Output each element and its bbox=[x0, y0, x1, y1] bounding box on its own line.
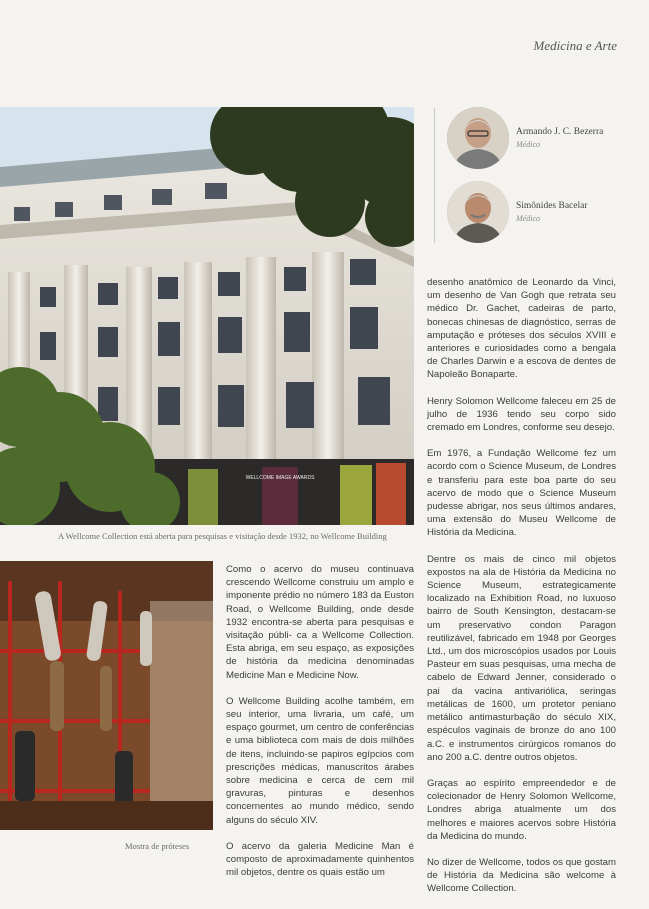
author-role: Médico bbox=[516, 214, 540, 223]
prosthesis-exhibit-photo bbox=[0, 561, 213, 830]
paragraph: No dizer de Wellcome, todos os que gostam de História da Medicina são welcome à Wellcome Collection. bbox=[427, 856, 616, 895]
paragraph: Em 1976, a Fundação Wellcome fez um acordo com o Science Museum, de Londres e transferiu para este boa parte do seu acervo de modo que o Science Museum pudesse abrigar, nos seus últimos andares, uma extensão do Museu Wellcome de História da Medicina. bbox=[427, 448, 616, 539]
prosthesis-caption: Mostra de próteses bbox=[125, 841, 190, 851]
author-card bbox=[447, 107, 627, 173]
middle-text-column bbox=[226, 563, 414, 892]
author-photo bbox=[447, 107, 509, 169]
author-card bbox=[447, 181, 627, 247]
paragraph: desenho anatômico de Leonardo da Vinci, um desenho de Van Gogh que retrata seu médico Dr. Gachet, cadeiras de parto, bonecas chinesas de diagnóstico, serras de amputação e próteses dos séculos XVIII e anteriores e curiosidades como a bengala de Charles Darwin e a escova de dentes de Napoleão Bonaparte. bbox=[427, 277, 616, 381]
paragraph: Graças ao espírito empreendedor e de colecionador de Henry Solomon Wellcome, Londres abriga atualmente um dos melhores e maiores acervos sobre História da Medicina do mundo. bbox=[427, 777, 616, 842]
wellcome-building-photo bbox=[0, 107, 414, 525]
author-name: Armando J. C. Bezerra bbox=[516, 127, 604, 137]
section-title: Medicina e Arte bbox=[533, 38, 617, 53]
paragraph: Henry Solomon Wellcome faleceu em 25 de julho de 1936 tendo seu corpo sido cremado em Londres, conforme seu desejo. bbox=[427, 395, 616, 434]
right-text-column bbox=[427, 276, 616, 909]
hero-caption: A Wellcome Collection está aberta para pesquisas e visitação desde 1932, no Wellcome Building bbox=[58, 531, 387, 541]
building-illustration bbox=[0, 107, 414, 525]
author-name: Simônides Bacelar bbox=[516, 201, 588, 211]
paragraph: Dentre os mais de cinco mil objetos expostos na ala de História da Medicina no Science Museum, estrategicamente localizado na Exhibition Road, no luxuoso bairro de South Kensington, destacam-se um preservativo condon Paragon reutilizável, fabricado em 1948 por Georges Ltd., um dos microscópios usados por Louis Pasteur em suas pesquisas, uma mecha de cabelo de Edward Jenner, considerado o pai da vacina antivariólica, seringas metálicas de 1600, um protetor peniano metálico antimasturbação do século XIX, espéculos vaginais de bronze do ano 100 a.C. e instrumentos cirúrgicos romanos do ano 200 a.C. dentre outros objetos. bbox=[427, 553, 616, 763]
paragraph: O Wellcome Building acolhe também, em seu interior, uma livraria, um café, um espaço gourmet, um centro de conferências e uma biblioteca com mais de dois milhões de itens, incluindo-se papiros egípcios com prescrições médicas, manuscritos árabes sobre medicina e cerca de cem mil gravuras, pinturas e desenhos concernentes ao mundo médico, sendo alguns do século XIV. bbox=[226, 695, 414, 826]
author-divider bbox=[434, 108, 435, 243]
author-role: Médico bbox=[516, 140, 540, 149]
author-photo bbox=[447, 181, 509, 243]
paragraph: O acervo da galeria Medicine Man é composto de aproximadamente quinhentos mil objetos, dentre os quais estão um bbox=[226, 840, 414, 879]
banner-text: WELLCOME IMAGE AWARDS bbox=[245, 475, 315, 481]
prosthesis-illustration bbox=[0, 561, 213, 830]
paragraph: Como o acervo do museu continuava crescendo Wellcome construiu um amplo e imponente prédio no número 183 da Euston Road, o Wellcome Building, onde desde 1932 encontra-se aberta para pesquisas e visitação públi- ca a Wellcome Collection. Esta abriga, em seu espaço, as exposições de história da medicina denominadas Medicine Man e Medicine Now. bbox=[226, 564, 414, 681]
